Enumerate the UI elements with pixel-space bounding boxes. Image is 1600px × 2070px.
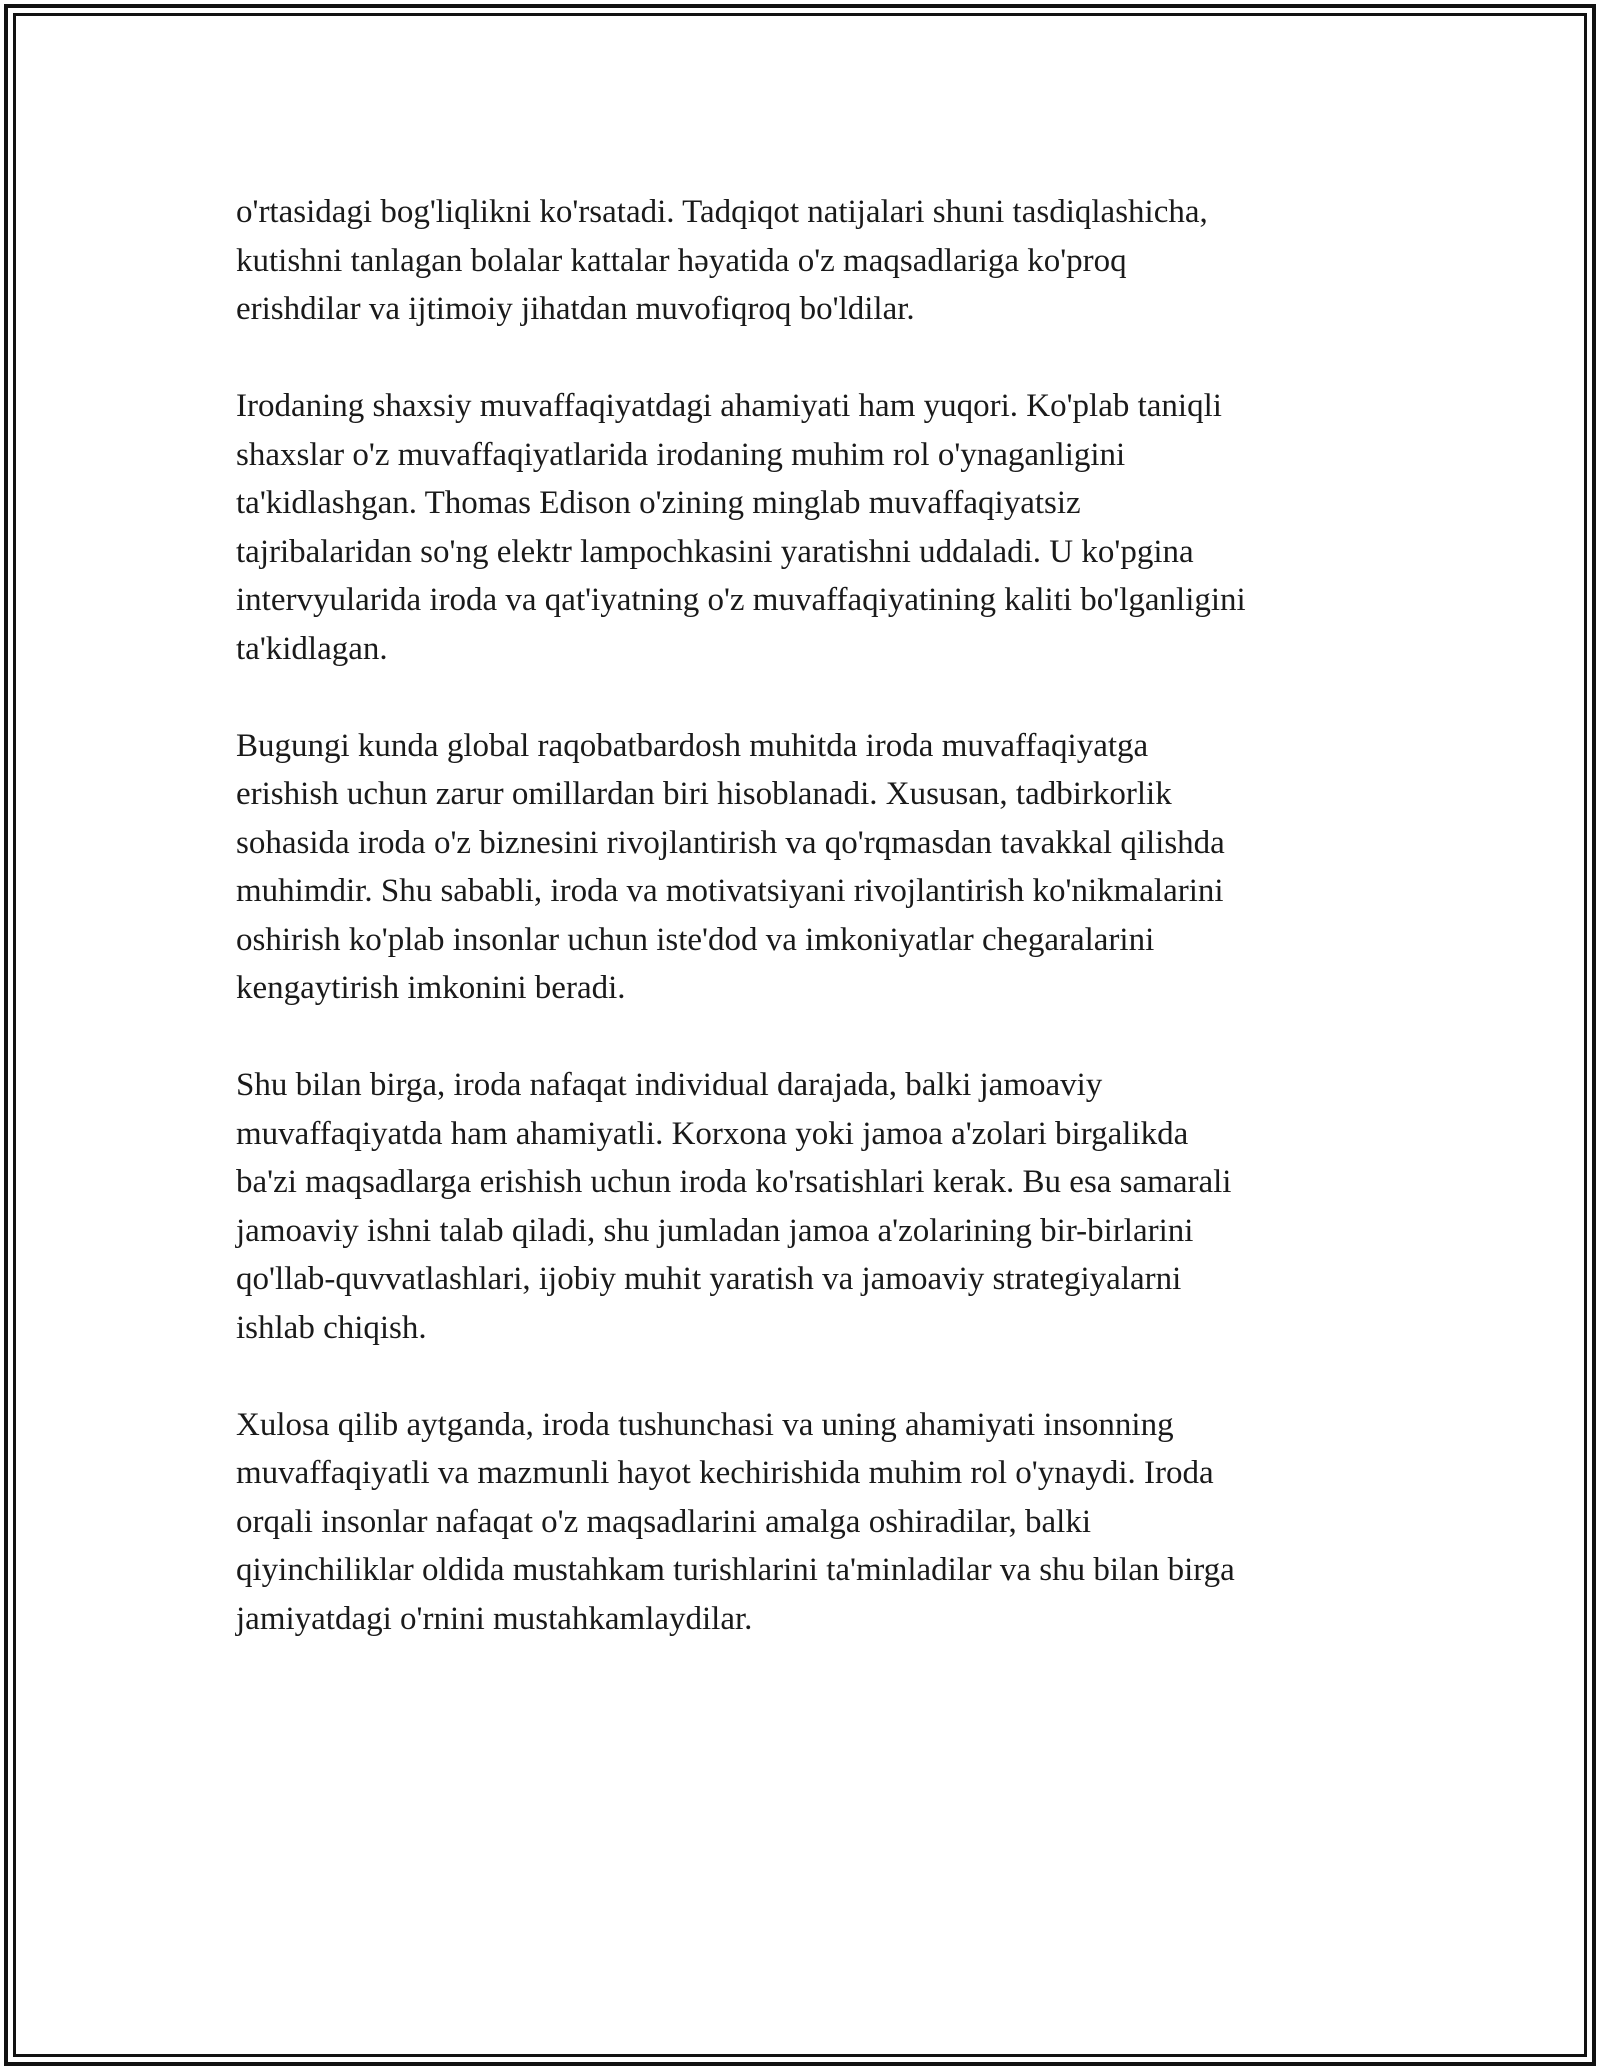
paragraph: o'rtasidagi bog'liqlikni ko'rsatadi. Tadqiqot natijalari shuni tasdiqlashicha, kutishni tanlagan bolalar kattalar həyatida o'z maqsadlariga ko'proq erishdilar va ijtimoiy jihatdan muvofiqroq bo'ldilar. (236, 194, 1208, 327)
paragraph: Irodaning shaxsiy muvaffaqiyatdagi ahamiyati ham yuqori. Ko'plab taniqli shaxslar o'z muvaffaqiyatlarida irodaning muhim rol o'ynaganligini ta'kidlashgan. Thomas Edison o'zining minglab muvaffaqiyatsiz tajribalaridan so'ng elektr lampochkasini yaratishni uddaladi. U ko'pgina intervyularida iroda va qat'iyatning o'z muvaffaqiyatining kaliti bo'lganligini ta'kidlagan. (236, 388, 1246, 667)
paragraph: Xulosa qilib aytganda, iroda tushunchasi va uning ahamiyati insonning muvaffaqiyatli va mazmunli hayot kechirishida muhim rol o'ynaydi. Iroda orqali insonlar nafaqat o'z maqsadlarini amalga oshiradilar, balki qiyinchiliklar oldida mustahkam turishlarini ta'minladilar va shu bilan birga jamiyatdagi o'rnini mustahkamlaydilar. (236, 1406, 1235, 1637)
paragraph: Bugungi kunda global raqobatbardosh muhitda iroda muvaffaqiyatga erishish uchun zarur omillardan biri hisoblanadi. Xususan, tadbirkorlik sohasida iroda o'z biznesini rivojlantirish va qo'rqmasdan tavakkal qilishda muhimdir. Shu sababli, iroda va motivatsiyani rivojlantirish ko'nikmalarini oshirish ko'plab insonlar uchun iste'dod va imkoniyatlar chegaralarini kengaytirish imkonini beradi. (236, 727, 1225, 1006)
document-body (236, 188, 1366, 1692)
paragraph: Shu bilan birga, iroda nafaqat individual darajada, balki jamoaviy muvaffaqiyatda ham ahamiyatli. Korxona yoki jamoa a'zolari birgalikda ba'zi maqsadlarga erishish uchun iroda ko'rsatishlari kerak. Bu esa samarali jamoaviy ishni talab qiladi, shu jumladan jamoa a'zolarining bir-birlarini qo'llab-quvvatlashlari, ijobiy muhit yaratish va jamoaviy strategiyalarni ishlab chiqish. (236, 1067, 1232, 1346)
